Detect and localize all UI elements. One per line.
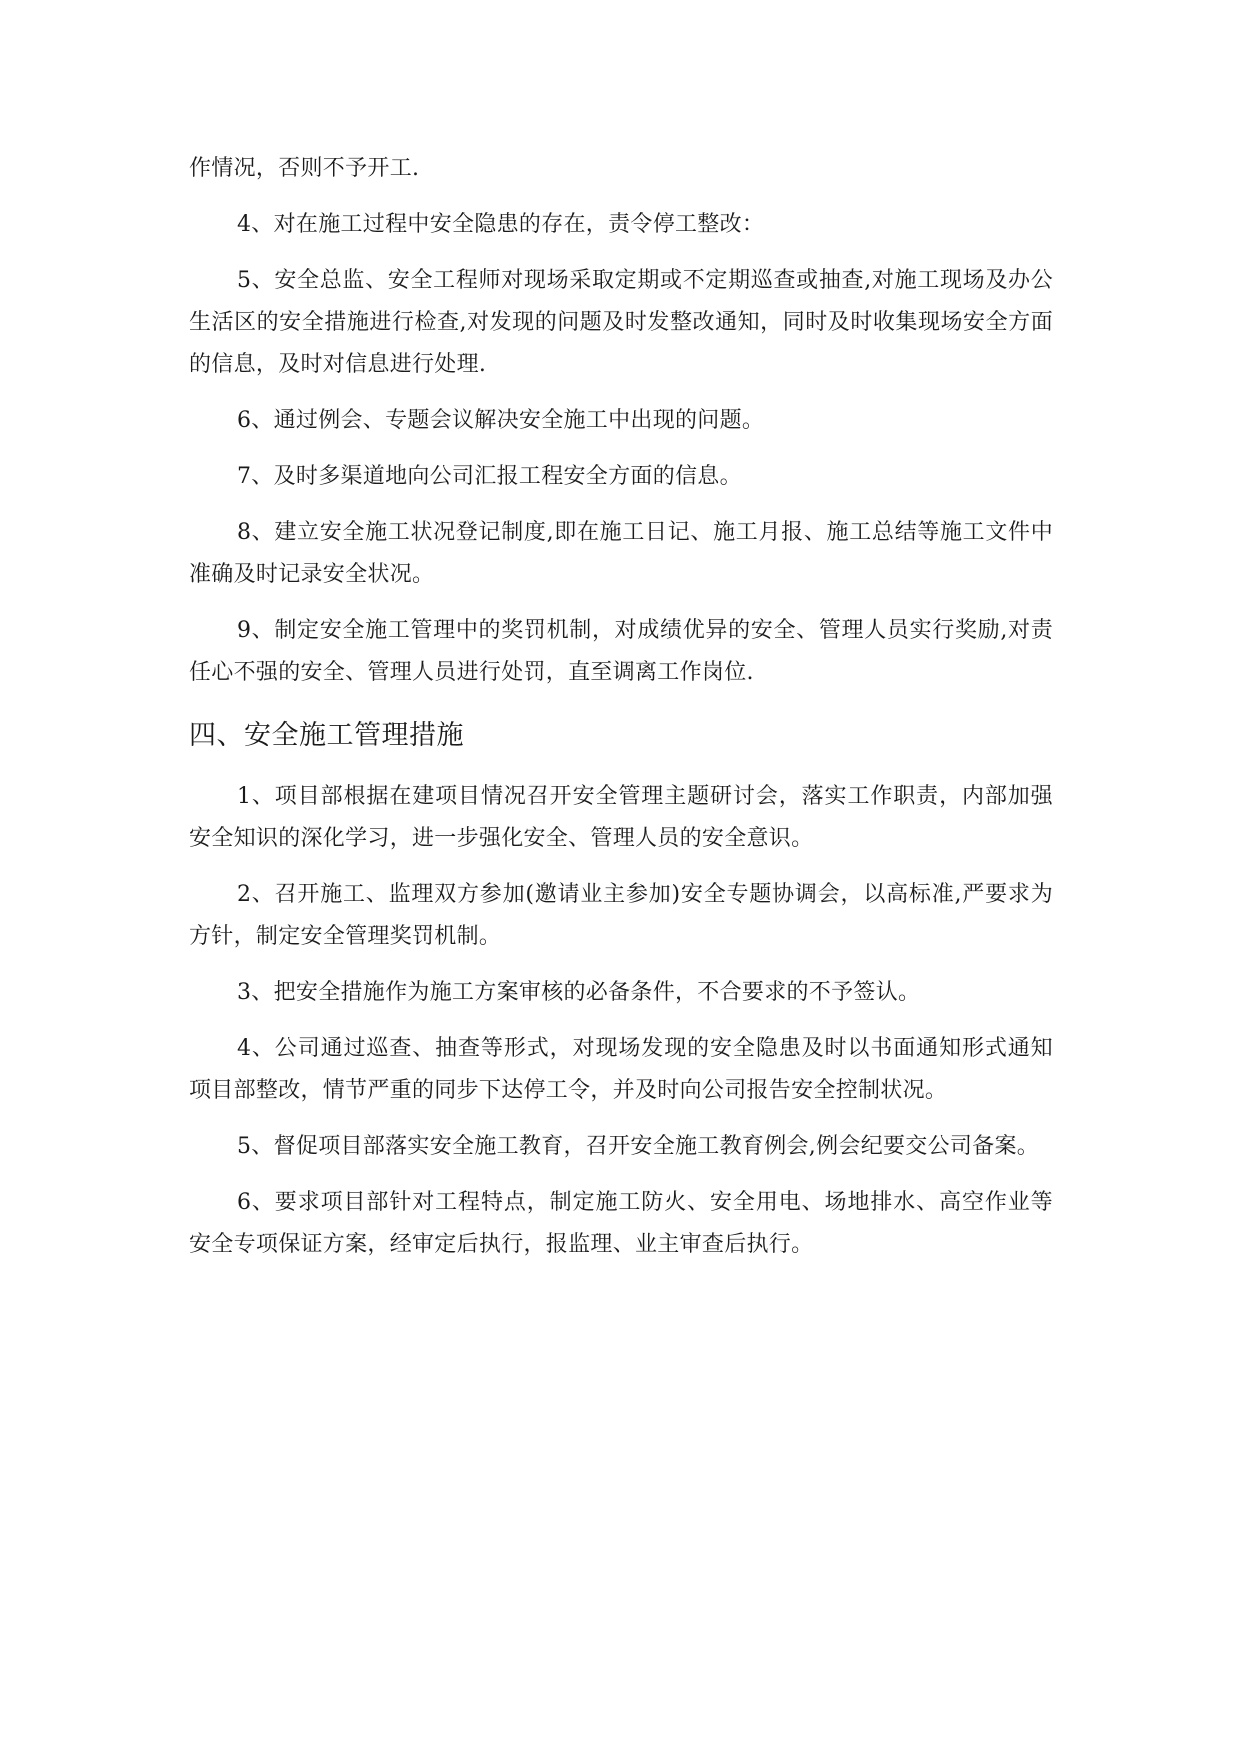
- measure-item-6: 6、要求项目部针对工程特点，制定施工防火、安全用电、场地排水、高空作业等安全专项保证方案，经审定后执行，报监理、业主审查后执行。: [189, 1190, 1053, 1257]
- paragraph-item-9: 9、制定安全施工管理中的奖罚机制，对成绩优异的安全、管理人员实行奖励,对责任心不强的安全、管理人员进行处罚，直至调离工作岗位.: [189, 618, 1053, 685]
- measure-item-2: 2、召开施工、监理双方参加(邀请业主参加)安全专题协调会，以高标准,严要求为方针，制定安全管理奖罚机制。: [189, 882, 1053, 949]
- measure-item-3: 3、把安全措施作为施工方案审核的必备条件，不合要求的不予签认。: [237, 980, 921, 1005]
- measure-item-1: 1、项目部根据在建项目情况召开安全管理主题研讨会，落实工作职责，内部加强安全知识的深化学习，进一步强化安全、管理人员的安全意识。: [189, 784, 1053, 851]
- document-body: [189, 148, 1053, 1266]
- paragraph-item-6: 6、通过例会、专题会议解决安全施工中出现的问题。: [237, 408, 765, 433]
- measure-item-5: 5、督促项目部落实安全施工教育，召开安全施工教育例会,例会纪要交公司备案。: [237, 1134, 1040, 1159]
- paragraph-item-4: 4、对在施工过程中安全隐患的存在，责令停工整改：: [237, 212, 765, 237]
- paragraph-continuation: 作情况，否则不予开工.: [189, 156, 420, 181]
- paragraph-item-7: 7、及时多渠道地向公司汇报工程安全方面的信息。: [237, 464, 742, 489]
- measure-item-4: 4、公司通过巡查、抽查等形式，对现场发现的安全隐患及时以书面通知形式通知项目部整改，情节严重的同步下达停工令，并及时向公司报告安全控制状况。: [189, 1036, 1053, 1103]
- paragraph-item-8: 8、建立安全施工状况登记制度,即在施工日记、施工月报、施工总结等施工文件中准确及时记录安全状况。: [189, 520, 1053, 587]
- paragraph-item-5: 5、安全总监、安全工程师对现场采取定期或不定期巡查或抽查,对施工现场及办公生活区的安全措施进行检查,对发现的问题及时发整改通知，同时及时收集现场安全方面的信息，及时对信息进行处理.: [189, 268, 1053, 377]
- section-heading: 四、安全施工管理措施: [189, 720, 464, 751]
